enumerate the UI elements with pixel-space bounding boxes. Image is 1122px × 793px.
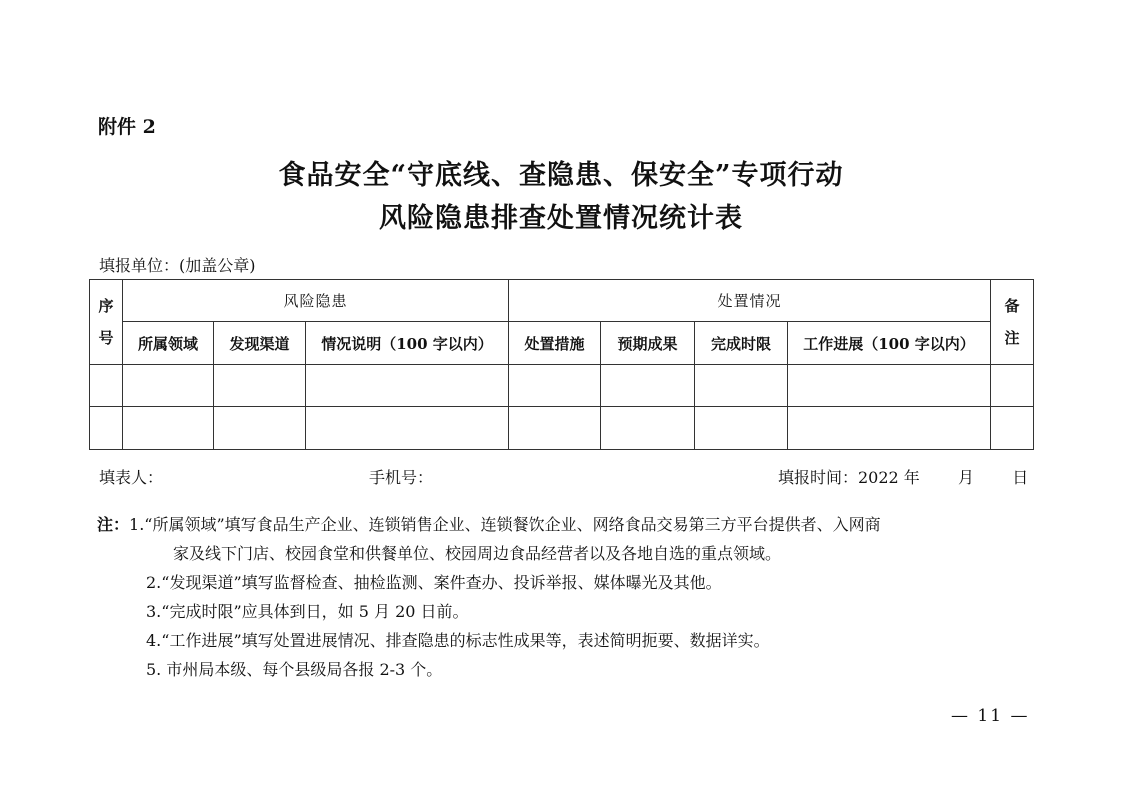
header-risk-group: 风险隐患	[123, 280, 509, 322]
note-item-4: 4.“工作进展”填写处置进展情况、排查隐患的标志性成果等，表述简明扼要、数据详实。	[146, 631, 770, 650]
header-remark-bottom: 注	[1004, 329, 1020, 347]
header-measures: 处置措施	[509, 322, 601, 365]
header-remark-top: 备	[1004, 297, 1020, 315]
table-cell[interactable]	[123, 365, 214, 407]
table-cell[interactable]	[306, 365, 509, 407]
fill-time-month: 月	[958, 468, 975, 487]
table-cell[interactable]	[695, 407, 788, 450]
header-channel: 发现渠道	[214, 322, 306, 365]
note-item-2: 2.“发现渠道”填写监督检查、抽检监测、案件查办、投诉举报、媒体曝光及其他。	[146, 573, 722, 592]
table-row	[90, 407, 1034, 450]
header-seq-cell	[90, 280, 123, 365]
note-item-3: 3.“完成时限”应具体到日，如 5 月 20 日前。	[146, 602, 469, 621]
header-seq-top: 序	[98, 297, 114, 315]
phone-label: 手机号：	[369, 468, 434, 487]
table-cell[interactable]	[509, 407, 601, 450]
note-item-5: 5. 市州局本级、每个县级局各报 2-3 个。	[146, 660, 443, 679]
table-cell[interactable]	[509, 365, 601, 407]
document-title-line2: 风险隐患排查处置情况统计表	[379, 203, 743, 234]
note-item-1-line2: 家及线下门店、校园食堂和供餐单位、校园周边食品经营者以及各地自选的重点领域。	[173, 544, 782, 563]
statistics-table	[89, 279, 1034, 450]
header-handling-group: 处置情况	[509, 280, 991, 322]
header-progress: 工作进展（100 字以内）	[788, 322, 991, 365]
table-cell[interactable]	[601, 365, 695, 407]
note-item-1-line1: 1.“所属领域”填写食品生产企业、连锁销售企业、连锁餐饮企业、网络食品交易第三方平台提供者、入网商	[129, 515, 881, 534]
reporting-unit-label: 填报单位：(加盖公章)	[99, 256, 256, 275]
header-seq-bottom: 号	[98, 329, 114, 347]
header-domain: 所属领域	[123, 322, 214, 365]
table-cell[interactable]	[601, 407, 695, 450]
filler-label: 填表人：	[99, 468, 164, 487]
table-cell[interactable]	[214, 365, 306, 407]
table-row	[90, 365, 1034, 407]
fill-time-label	[778, 465, 1028, 488]
table-cell[interactable]	[306, 407, 509, 450]
header-description: 情况说明（100 字以内）	[306, 322, 509, 365]
table-cell[interactable]	[214, 407, 306, 450]
fill-time-year: 填报时间：2022 年	[778, 468, 920, 487]
table-cell[interactable]	[991, 365, 1034, 407]
header-remark-cell	[991, 280, 1034, 365]
notes-section	[97, 510, 1037, 684]
table-cell[interactable]	[991, 407, 1034, 450]
attachment-label: 附件 2	[98, 116, 156, 138]
page-number: — 11 —	[951, 706, 1030, 726]
header-deadline: 完成时限	[695, 322, 788, 365]
table-cell[interactable]	[788, 365, 991, 407]
table-cell[interactable]	[123, 407, 214, 450]
fill-time-day: 日	[1012, 468, 1029, 487]
header-expected-result: 预期成果	[601, 322, 695, 365]
table-cell[interactable]	[788, 407, 991, 450]
note-item-1	[97, 510, 1037, 539]
document-title-line1: 食品安全“守底线、查隐患、保安全”专项行动	[278, 160, 844, 191]
table-cell[interactable]	[90, 365, 123, 407]
notes-label: 注：	[97, 515, 130, 534]
table-cell[interactable]	[90, 407, 123, 450]
table-cell[interactable]	[695, 365, 788, 407]
